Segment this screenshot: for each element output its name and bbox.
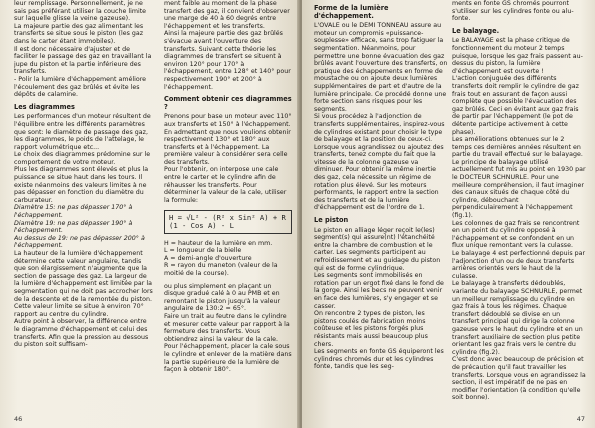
paragraph: Les colonnes de gaz frais se rencontrent en un point du cylindre opposé à l'échappement et se confondent en un flux unique remontant vers la culasse. xyxy=(452,219,580,250)
left-col2-bottom xyxy=(164,283,292,374)
paragraph: Plus les diagrammes sont élevés et plus la puissance se situe haut dans les tours. Il existe néanmoins des valeurs limites à ne pas dépasser en fonction du diamètre du carburateur. xyxy=(14,166,149,204)
paragraph: Les performances d'un moteur résultent de l'équilibre entre les différents paramètres que sont: le diamètre de passage des gaz, les diagrammes, le poids de l'attelage, le rapport volumétrique etc... xyxy=(14,113,151,151)
italic-note: Au dessus de 19: ne pas dépasser 200° à l'échappement. xyxy=(14,234,145,250)
paragraph: Le piston en alliage léger reçoit le(les) segment(s) qui assure(nt) l'étanchéité entre la chambre de combustion et le carter. Les segments participent au refroidissement et au guidage du piston qui est de forme cylindrique. xyxy=(314,226,441,272)
legend-line: R = rayon du maneton (valeur de la moitié de la course). xyxy=(164,262,278,277)
paragraph: Ainsi la majeure partie des gaz brûlés s'évacue avant l'ouverture des transferts. Suivant cette théorie les diagrammes de transfert se situent à environ 120° pour 170° à l'échappement, entre 128° et 140° pour respectivement 190° et 200° à l'échappement. xyxy=(164,30,291,91)
paragraph: ment faible au moment de la phase transfert des gaz, il convient d'observer une marge de 40 à 60 degrés entre l'échappement et les transferts. xyxy=(164,0,290,30)
paragraph: On rencontre 2 types de piston, les pistons coulés de fabrication moins coûteuse et les pistons forgés plus résistants mais aussi beaucoup plus chers. xyxy=(314,310,428,348)
left-page-column-1 xyxy=(14,0,154,428)
formula-legend xyxy=(164,240,292,278)
paragraph: Pour l'obtenir, on interpose une cale entre le carter et le cylindre afin de réhausser les transferts. Pour déterminer la valeur de la cale, utiliser la formule: xyxy=(164,166,287,204)
legend-line: L = longueur de la bielle xyxy=(164,247,242,255)
legend-line: A = demi-angle d'ouverture xyxy=(164,254,252,262)
italic-note: Diamètre 19: ne pas dépasser 190° à l'échappement. xyxy=(14,219,133,235)
left-col2-top xyxy=(164,0,292,204)
paragraph: Prenons pour base un moteur avec 110° aux transferts et 150° à l'échappement. En admettant que nous voulions obtenir respectivement 130° et 180° aux transferts et à l'échappement. La première valeur à considérer sera celle des transferts. xyxy=(164,113,292,166)
paragraph: Il est donc nécessaire d'ajuster et de faciliter le passage des gaz en travaillant la jupe du piston et la partie inférieure des transferts. xyxy=(14,45,152,76)
right-page-column-1 xyxy=(314,0,448,428)
paragraph: Le balayage à transferts dédoublés, variante du balayage SCHNURLE, permet un meilleur remplissage du cylindre en gaz frais à tous les régimes. Chaque transfert dédoublé se divise en un transfert principal qui dirige la colonne gazeuse vers le haut du cylindre et en un transfert auxiliaire de section plus petite orientant les gaz frais vers le centre du cylindre (fig.2). xyxy=(452,280,583,356)
paragraph: ou plus simplement en plaçant un disque gradué calé à 0 au PMB et en remontant le piston jusqu'à la valeur angulaire de 130:2 = 65°. xyxy=(164,282,281,313)
paragraph: Les segments sont immobilisés en rotation par un ergot fixé dans le fond de la gorge. Ainsi les becs ne peuvent venir en face des lumières, s'y engager et se casser. xyxy=(314,272,444,310)
left-page-column-2 xyxy=(164,0,292,428)
paragraph: L'OVALE ou le DEMI TONNEAU assure au moteur un compromis «puissance-souplesse» efficace, sans trop fatiguer la segmentation. Néanmoins, pour permettre une bonne évacuation des gaz brûlés avant l'ouverture des transferts, on pratique des échappements en forme de moustache ou on ajoute deux lumières supplémentaires de part et d'autre de la lumière principale. Ce procédé donne une forte section sans risques pour les segments. xyxy=(314,22,448,113)
paragraph: L'action conjuguée des différents transferts doit remplir le cylindre de gaz frais tout en assurant de façon aussi complète que possible l'évacuation des gaz brûlés. Ceci en évitant aux gaz frais de partir par l'échappement (le pot de détente participe activement à cette phase). xyxy=(452,75,579,136)
paragraph: La hauteur de la lumière d'échappement détermine cette valeur angulaire, tandis que son élargissement n'augmente que la section de passage des gaz. La largeur de la lumière d'échappement est limitée par la segmentation qui ne doit pas accrocher lors de la descente et de la remontée du piston. Cette valeur limite se situe à environ 70° rapport au centre du cylindre. xyxy=(14,250,153,318)
paragraph: leur remplissage. Personnellement, je ne sais pas préférant utiliser la couche limite sur laquelle glisse la veine gazeuse). xyxy=(14,0,147,23)
paragraph: Le principe de balayage utilisé actuellement fut mis au point en 1930 par le DOCTEUR SCHNURLE. Pour une meilleure compréhension, il faut imaginer des canaux situés de chaque côté du cylindre, débouchant perpendiculairement à l'échappement (fig.1). xyxy=(452,158,586,220)
paragraph: Le BALAYAGE est la phase critique de fonctionnement du moteur 2 temps puisque, lorsque les gaz frais passent au-dessus du piston, la lumière d'échappement est ouverte ! xyxy=(452,37,583,75)
section-heading: Le balayage. xyxy=(452,26,500,35)
formula-box: H = √L² - (R² x Sin² A) + R (1 - Cos A) - L xyxy=(164,210,292,233)
right-page-column-2 xyxy=(452,0,586,428)
right-page xyxy=(302,0,595,428)
page-number-right: 47 xyxy=(576,415,585,423)
paragraph: Les segments en fonte GS équiperont les cylindres chromés dur et les cylindres fonte, tandis que les seg- xyxy=(314,348,444,371)
paragraph: Pour l'échappement, placer la cale sous le cylindre et enlever de la matière dans la partie supérieure de la lumière de façon à obtenir 180°. xyxy=(164,343,292,374)
section-heading: Le piston xyxy=(314,216,349,225)
paragraph: - Polir la lumière d'échappement améliore l'écoulement des gaz brûlés et évite les dépôts de calamine. xyxy=(14,75,147,99)
section-heading: Les diagrammes xyxy=(14,102,75,111)
page-number-left: 46 xyxy=(14,415,23,423)
legend-line: H = hauteur de la lumière en mm. xyxy=(164,239,273,247)
paragraph: Si vous procédez à l'adjonction de transferts supplémentaires, inspirez-vous de cylindres existant pour choisir le type de balayage et la position de ceux-ci. xyxy=(314,113,445,144)
paragraph: Le choix des diagrammes prédomine sur le comportement de votre moteur. xyxy=(14,151,151,166)
paragraph: Les améliorations obtenues sur le 2 temps ces dernières années résultent en partie du travail effectué sur le balayage. xyxy=(452,136,583,159)
italic-note: Diamètre 15: ne pas dépasser 170° à l'échappement. xyxy=(14,204,133,220)
paragraph: Faire un trait au feutre dans le cylindre et mesurer cette valeur par rapport à la fermeture des transferts. Vous obtiendrez ainsi la valeur de la cale. xyxy=(164,312,290,343)
section-heading: Comment obtenir ces diagrammes ? xyxy=(164,95,292,111)
paragraph: C'est donc avec beaucoup de précision et de précaution qu'il faut travailler les transferts. Lorsque vous en agrandissez la section, il est impératif de ne pas en modifier l'orientation (à condition qu'elle soit bonne). xyxy=(452,356,586,402)
paragraph: Le balayage 4 est perfectionné depuis par l'adjonction d'un ou de deux transferts arrières orientés vers le haut de la culasse. xyxy=(452,250,586,280)
paragraph: La majeure partie des gaz alimentant les transferts se situe sous le piston (les gaz dans le carter étant immobiles). xyxy=(14,22,144,45)
paragraph: ments en fonte GS chromés pourront s'utiliser sur les cylindres fonte ou alu-fonte. xyxy=(452,0,574,23)
section-heading: Forme de la lumière d'échappement. xyxy=(314,4,389,20)
paragraph: Autre point à observer, la différence entre le diagramme d'échappement et celui des transferts. Afin que la pression au dessous du piston soit suffisam- xyxy=(14,318,149,349)
paragraph: Lorsque vous agrandissez ou ajoutez des transferts, tenez compte du fait que la vitesse de la colonne gazeuse va diminuer. Pour obtenir la même inertie des gaz, cela nécessite un régime de rotation plus élevé. Sur les moteurs performants, le rapport entre la section des transferts et de la lumière d'échappement est de l'ordre de 1. xyxy=(314,143,444,212)
